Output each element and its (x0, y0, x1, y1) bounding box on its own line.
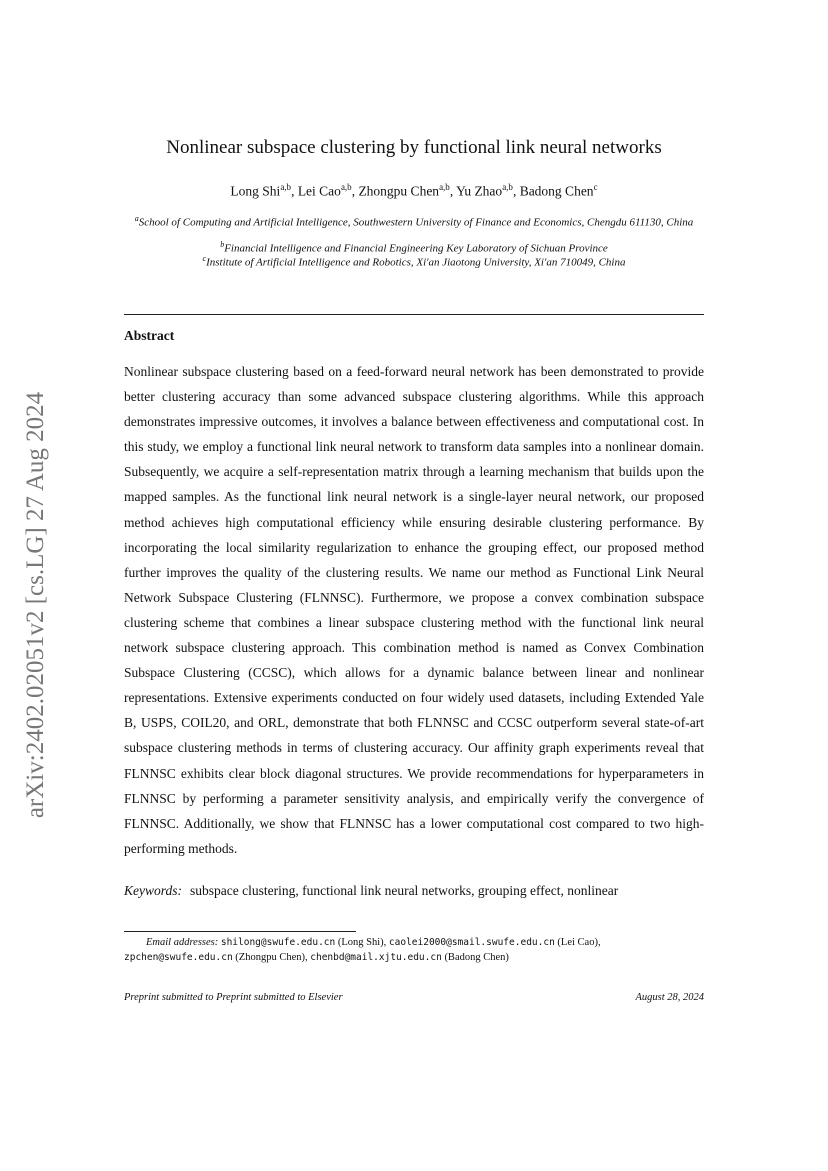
email-owner: (Long Shi), (335, 937, 389, 948)
preprint-date: August 28, 2024 (635, 992, 704, 1003)
author-name: Long Shi (230, 183, 281, 199)
author-name: Yu Zhao (456, 183, 503, 199)
email-owner: (Lei Cao), (554, 937, 601, 948)
author-affil-mark: a,b (340, 182, 352, 192)
author-sep: , (291, 183, 298, 199)
author-name: Badong Chen (519, 183, 594, 199)
email-owner: (Badong Chen) (441, 952, 509, 963)
abstract-heading: Abstract (124, 328, 175, 343)
email-footnote (124, 935, 704, 965)
author-affil-mark: a,b (439, 182, 450, 192)
keywords (124, 883, 618, 899)
affiliation-mark: b (220, 240, 225, 249)
email-owner: (Zhongpu Chen), (232, 952, 311, 963)
author-affil-mark: c (593, 182, 598, 192)
preprint-note: Preprint submitted to Preprint submitted to Elsevier (124, 992, 343, 1003)
author-sep: , (512, 183, 520, 199)
affiliation-c (124, 252, 704, 270)
affiliation-a (124, 212, 704, 230)
affiliation-mark: c (202, 254, 207, 263)
title-divider (124, 314, 704, 315)
author-affil-mark: a,b (280, 182, 292, 192)
affiliation-text: School of Computing and Artificial Intelligence, Southwestern University of Finance and Economics, Chengdu 611130, China (138, 216, 694, 229)
arxiv-identifier: arXiv:2402.02051v2 [cs.LG] 27 Aug 2024 (22, 391, 49, 819)
keywords-text: subspace clustering, functional link neural networks, grouping effect, nonlinear (190, 883, 619, 898)
author-sep: , (449, 183, 457, 199)
email-link[interactable]: chenbd@mail.xjtu.edu.cn (310, 952, 442, 963)
email-link[interactable]: caolei2000@smail.swufe.edu.cn (388, 937, 555, 948)
author-affil-mark: a,b (502, 182, 513, 192)
abstract-body: Nonlinear subspace clustering based on a feed-forward neural network has been demonstrated to provide better clustering accuracy than some advanced subspace clustering algorithms. While this approach demonstrates impressive outcomes, it involves a balance between effectiveness and computational cost. In this study, we employ a functional link neural network to transform data samples into a nonlinear domain. Subsequently, we acquire a self-representation matrix through a learning mechanism that builds upon the mapped samples. As the functional link neural network is a single-layer neural network, our proposed method achieves high computational efficiency while ensuring desirable clustering performance. By incorporating the local similarity regularization to enhance the grouping effect, our proposed method further improves the quality of the clustering results. We name our method as Functional Link Neural Network Subspace Clustering (FLNNSC). Furthermore, we propose a convex combination subspace clustering scheme that combines a linear subspace clustering method with the functional link neural network subspace clustering approach. This combination method is named as Convex Combination Subspace Clustering (CCSC), which allows for a dynamic balance between linear and nonlinear representations. Extensive experiments conducted on four widely used datasets, including Extended Yale B, USPS, COIL20, and ORL, demonstrate that both FLNNSC and CCSC outperform several state-of-art subspace clustering methods in terms of clustering accuracy. Our affinity graph experiments reveal that FLNNSC exhibits clear block diagonal structures. We provide recommendations for hyperparameters in FLNNSC by performing a parameter sensitivity analysis, and empirically verify the convergence of FLNNSC. Additionally, we show that FLNNSC has a lower computational cost compared to two high-performing methods. (124, 364, 704, 856)
author-sep: , (351, 183, 359, 199)
footnote-divider (124, 931, 356, 932)
footnote-label: Email addresses: (146, 937, 219, 948)
affiliation-text: Financial Intelligence and Financial Engineering Key Laboratory of Sichuan Province (224, 242, 608, 255)
email-link[interactable]: zpchen@swufe.edu.cn (124, 952, 233, 963)
email-link[interactable]: shilong@swufe.edu.cn (220, 937, 336, 948)
paper-title: Nonlinear subspace clustering by functional link neural networks (166, 137, 662, 158)
affiliation-text: Institute of Artificial Intelligence and Robotics, Xi'an Jiaotong University, Xi'an 710049, China (206, 256, 626, 269)
author-name: Zhongpu Chen (358, 183, 440, 199)
keywords-label: Keywords: (124, 883, 182, 898)
affiliation-mark: a (134, 214, 139, 223)
author-name: Lei Cao (297, 183, 341, 199)
author-list (0, 182, 828, 200)
